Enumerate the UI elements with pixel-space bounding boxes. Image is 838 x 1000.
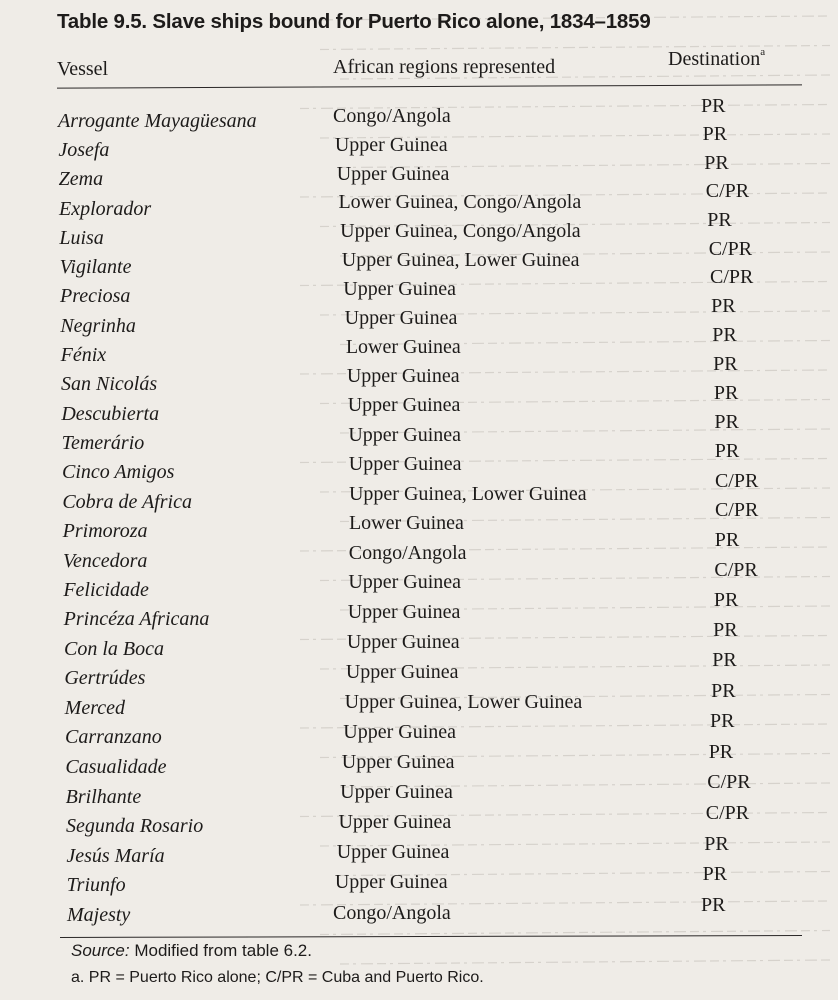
row-vessel: Felicidade bbox=[63, 578, 149, 601]
row-regions: Upper Guinea bbox=[348, 423, 462, 446]
source-line bbox=[71, 941, 312, 961]
row-destination: PR bbox=[709, 710, 735, 733]
row-vessel: Segunda Rosario bbox=[66, 815, 204, 838]
row-regions: Upper Guinea bbox=[336, 162, 450, 185]
row-regions: Upper Guinea bbox=[346, 365, 460, 388]
row-destination: C/PR bbox=[709, 266, 754, 289]
row-destination: C/PR bbox=[707, 771, 751, 794]
table-title: Table 9.5. Slave ships bound for Puerto Rico alone, 1834–1859 bbox=[57, 10, 651, 33]
footnote-marker: a bbox=[760, 46, 766, 59]
row-destination: PR bbox=[713, 589, 739, 612]
row-vessel: Arrogante Mayagüesana bbox=[58, 110, 257, 132]
row-regions: Upper Guinea bbox=[334, 133, 448, 156]
row-regions: Upper Guinea, Lower Guinea bbox=[348, 482, 587, 505]
row-destination: PR bbox=[702, 123, 728, 146]
bottom-rule bbox=[60, 935, 802, 938]
row-destination: C/PR bbox=[705, 180, 750, 203]
row-destination: PR bbox=[714, 411, 739, 434]
row-regions: Upper Guinea bbox=[348, 571, 462, 594]
row-vessel: Temerário bbox=[61, 431, 145, 454]
row-regions: Upper Guinea bbox=[345, 660, 459, 683]
row-regions: Lower Guinea bbox=[348, 512, 464, 534]
row-destination: PR bbox=[708, 740, 734, 763]
header-destination bbox=[668, 48, 765, 71]
row-vessel: Triunfo bbox=[66, 874, 126, 897]
row-regions: Upper Guinea bbox=[346, 630, 460, 653]
row-regions: Upper Guinea bbox=[338, 810, 452, 833]
row-regions: Upper Guinea bbox=[334, 871, 448, 894]
row-vessel: Merced bbox=[64, 696, 125, 719]
row-destination: PR bbox=[711, 679, 736, 702]
row-regions: Congo/Angola bbox=[348, 541, 467, 564]
row-destination: PR bbox=[713, 619, 738, 642]
row-regions: Congo/Angola bbox=[333, 105, 451, 127]
row-regions: Congo/Angola bbox=[333, 901, 451, 924]
row-vessel: Majesty bbox=[67, 903, 131, 926]
row-destination: PR bbox=[711, 294, 736, 317]
row-regions: Lower Guinea bbox=[345, 336, 461, 359]
row-destination: C/PR bbox=[714, 559, 758, 582]
row-vessel: Luisa bbox=[59, 226, 104, 249]
row-regions: Upper Guinea, Lower Guinea bbox=[344, 690, 583, 713]
row-vessel: Josefa bbox=[58, 139, 110, 162]
row-destination: PR bbox=[704, 151, 729, 174]
row-regions: Upper Guinea bbox=[340, 780, 453, 803]
row-vessel: Cinco Amigos bbox=[62, 461, 175, 484]
row-regions: Upper Guinea, Lower Guinea bbox=[341, 249, 580, 272]
row-vessel: Gertrúdes bbox=[64, 667, 146, 690]
row-destination: PR bbox=[704, 832, 729, 855]
row-vessel: Negrinha bbox=[60, 314, 136, 337]
row-regions: Upper Guinea bbox=[347, 394, 461, 417]
row-destination: C/PR bbox=[708, 237, 753, 260]
row-destination: PR bbox=[713, 381, 739, 404]
row-vessel: Con la Boca bbox=[64, 637, 164, 660]
row-vessel: Casualidade bbox=[65, 755, 167, 778]
row-destination: PR bbox=[701, 95, 726, 117]
header-destination-label: Destination bbox=[668, 48, 761, 70]
row-vessel: San Nicolás bbox=[61, 373, 158, 396]
row-vessel: Vencedora bbox=[63, 549, 148, 572]
row-vessel: Descubierta bbox=[61, 402, 160, 425]
row-regions: Upper Guinea bbox=[341, 750, 455, 773]
row-destination: C/PR bbox=[714, 469, 759, 492]
row-vessel: Primoroza bbox=[62, 520, 148, 543]
row-destination: PR bbox=[712, 649, 737, 672]
source-text: Modified from table 6.2. bbox=[134, 941, 312, 960]
row-destination: PR bbox=[712, 323, 737, 346]
row-vessel: Brilhante bbox=[65, 785, 142, 808]
row-regions: Upper Guinea bbox=[344, 307, 458, 330]
row-regions: Upper Guinea bbox=[336, 841, 450, 864]
row-vessel: Cobra de Africa bbox=[62, 490, 192, 513]
row-destination: PR bbox=[714, 529, 740, 552]
row-destination: C/PR bbox=[714, 499, 759, 522]
row-vessel: Jesús María bbox=[66, 844, 165, 867]
row-destination: PR bbox=[701, 894, 726, 917]
row-destination: PR bbox=[702, 863, 728, 886]
header-regions: African regions represented bbox=[333, 56, 556, 78]
row-vessel: Princéza Africana bbox=[63, 608, 210, 631]
row-regions: Upper Guinea, Congo/Angola bbox=[340, 220, 581, 243]
row-vessel: Vigilante bbox=[59, 256, 132, 279]
row-vessel: Carranzano bbox=[65, 726, 162, 749]
row-regions: Upper Guinea bbox=[348, 453, 462, 476]
row-regions: Upper Guinea bbox=[343, 278, 457, 301]
header-rule bbox=[57, 84, 802, 88]
row-regions: Upper Guinea bbox=[343, 720, 457, 743]
row-destination: PR bbox=[707, 208, 732, 231]
row-regions: Lower Guinea, Congo/Angola bbox=[338, 191, 582, 214]
row-destination: C/PR bbox=[705, 801, 750, 824]
header-vessel: Vessel bbox=[57, 58, 109, 80]
row-destination: PR bbox=[714, 440, 740, 463]
row-vessel: Explorador bbox=[59, 197, 152, 220]
row-destination: PR bbox=[713, 352, 738, 375]
row-vessel: Fénix bbox=[60, 343, 107, 366]
source-label: Source: bbox=[71, 941, 130, 960]
destination-footnote: a. PR = Puerto Rico alone; C/PR = Cuba and Puerto Rico. bbox=[71, 969, 484, 986]
row-vessel: Zema bbox=[58, 168, 104, 191]
row-regions: Upper Guinea bbox=[347, 600, 461, 623]
row-vessel: Preciosa bbox=[60, 285, 131, 308]
